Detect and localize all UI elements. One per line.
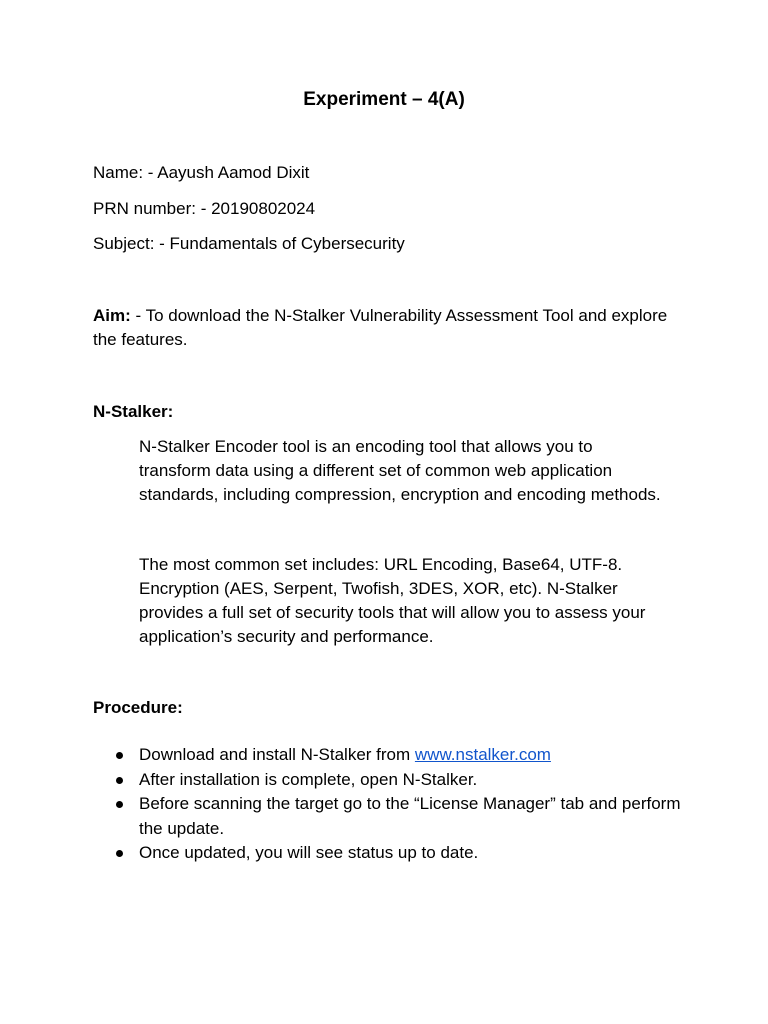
procedure-heading: Procedure: (93, 698, 183, 717)
aim-label: Aim: (93, 306, 131, 325)
student-name: Name: - Aayush Aamod Dixit (93, 163, 310, 182)
bullet-icon (116, 801, 123, 808)
page-title: Experiment – 4(A) (303, 89, 465, 110)
bullet-icon (116, 777, 123, 784)
bullet-icon (116, 850, 123, 857)
subject: Subject: - Fundamentals of Cybersecurity (93, 234, 405, 253)
step-1-text: Download and install N-Stalker from (139, 745, 415, 764)
nstalker-paragraph-1: N-Stalker Encoder tool is an encoding tool that allows you to transform data using a different set of common web application standards, including compression, encryption and encoding methods. (139, 437, 661, 504)
list-item (93, 792, 693, 841)
step-4-text: Once updated, you will see status up to date. (139, 843, 479, 862)
prn-number: PRN number: - 20190802024 (93, 199, 316, 218)
bullet-icon (116, 752, 123, 759)
list-item (93, 768, 693, 793)
step-2-text: After installation is complete, open N-Stalker. (139, 769, 478, 789)
list-item (93, 841, 693, 866)
nstalker-heading: N-Stalker: (93, 402, 174, 421)
nstalker-paragraph-2: The most common set includes: URL Encoding, Base64, UTF-8. Encryption (AES, Serpent, Twofish, 3DES, XOR, etc). N-Stalker provides a full set of security tools that will allow you to assess your application’s security and performance. (139, 555, 646, 646)
procedure-list (93, 743, 693, 866)
step-3-text: Before scanning the target go to the “License Manager” tab and perform the update. (139, 794, 681, 838)
aim-text: - To download the N-Stalker Vulnerability Assessment Tool and explore the features. (93, 306, 668, 349)
list-item (93, 743, 693, 768)
nstalker-link[interactable]: www.nstalker.com (414, 745, 551, 764)
aim-paragraph (93, 304, 683, 352)
